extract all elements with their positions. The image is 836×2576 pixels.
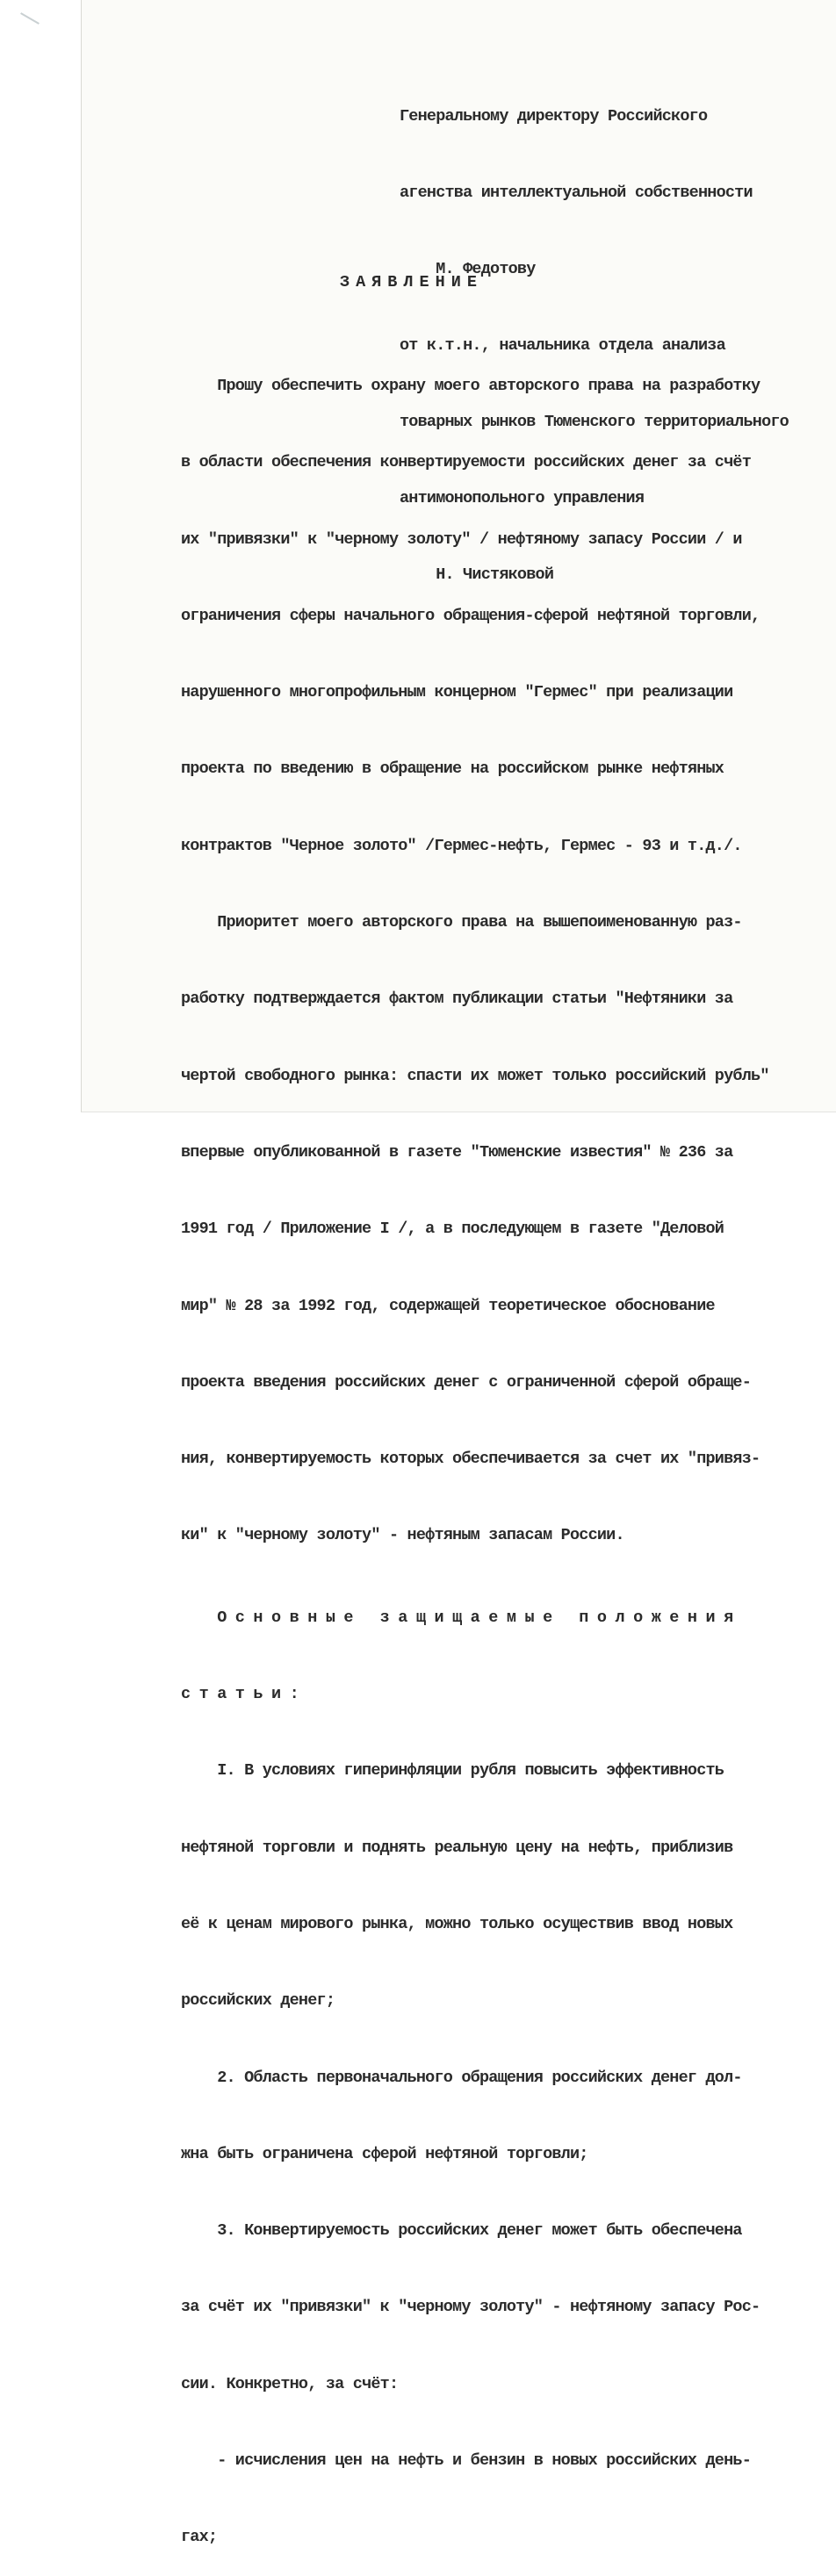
body-line: ки" к "черному золоту" - нефтяным запасам России.: [181, 1526, 624, 1545]
address-line: от к.т.н., начальника отдела анализа: [400, 336, 725, 355]
body-line: 2. Область первоначального обращения российских денег дол-: [181, 2068, 742, 2087]
body-line: контрактов "Черное золото" /Гермес-нефть, Гермес - 93 и т.д./.: [181, 836, 742, 855]
address-line: антимонопольного управления: [400, 489, 645, 507]
body-line: сии. Конкретно, за счёт:: [181, 2374, 399, 2393]
body-line: - исчисления цен на нефть и бензин в новых российских день-: [181, 2451, 752, 2471]
body-line: жна быть ограничена сферой нефтяной торговли;: [181, 2144, 588, 2163]
body-line: её к ценам мирового рынка, можно только осуществив ввод новых: [181, 1914, 733, 1933]
address-line: Генеральному директору Российского: [400, 107, 708, 126]
body-line: чертой свободного рынка: спасти их может только российский рубль": [181, 1066, 769, 1085]
body-line: впервые опубликованной в газете "Тюменские известия" № 236 за: [181, 1142, 733, 1162]
body-line: проекта введения российских денег с ограниченной сферой обраще-: [181, 1372, 752, 1392]
body-line: их "привязки" к "черному золоту" / нефтяному запасу России / и: [181, 529, 742, 549]
body-line: за счёт их "привязки" к "черному золоту" - нефтяному запасу Рос-: [181, 2298, 760, 2317]
document-body: [181, 322, 769, 2576]
body-line: нарушенного многопрофильным концерном "Гермес" при реализации: [181, 683, 733, 702]
scan-mark: [20, 12, 40, 25]
body-line: работку подтверждается фактом публикации статьи "Нефтяники за: [181, 989, 733, 1009]
address-line: М. Федотову: [400, 260, 536, 278]
body-line: в области обеспечения конвертируемости российских денег за счёт: [181, 453, 752, 472]
document-title: ЗАЯВЛЕНИЕ: [340, 273, 483, 291]
body-line: гах;: [181, 2528, 218, 2547]
body-line: нефтяной торговли и поднять реальную цену на нефть, приблизив: [181, 1838, 733, 1857]
body-line: ния, конвертируемость которых обеспечивается за счет их "привяз-: [181, 1450, 760, 1469]
body-line: I. В условиях гиперинфляции рубля повысить эффективность: [181, 1761, 724, 1781]
body-line: мир" № 28 за 1992 год, содержащей теоретическое обоснование: [181, 1296, 715, 1315]
body-line: ограничения сферы начального обращения-сферой нефтяной торговли,: [181, 606, 760, 625]
address-line: агенства интеллектуальной собственности: [400, 183, 753, 202]
address-line: товарных рынков Тюменского территориального: [400, 413, 789, 431]
body-line: 1991 год / Приложение I /, а в последующем в газете "Деловой: [181, 1220, 724, 1239]
body-line: проекта по введению в обращение на российском рынке нефтяных: [181, 759, 724, 779]
body-line: Приоритет моего авторского права на вышепоименованную раз-: [181, 913, 742, 932]
body-line: с т а т ь и :: [181, 1685, 299, 1704]
body-line: О с н о в н ы е з а щ и щ а е м ы е п о л о ж е н и я: [181, 1608, 733, 1627]
body-line: российских денег;: [181, 1991, 335, 2011]
body-line: Прошу обеспечить охрану моего авторского права на разработку: [181, 377, 760, 395]
body-line: 3. Конвертируемость российских денег может быть обеспечена: [181, 2221, 742, 2241]
address-line: Н. Чистяковой: [400, 565, 554, 584]
